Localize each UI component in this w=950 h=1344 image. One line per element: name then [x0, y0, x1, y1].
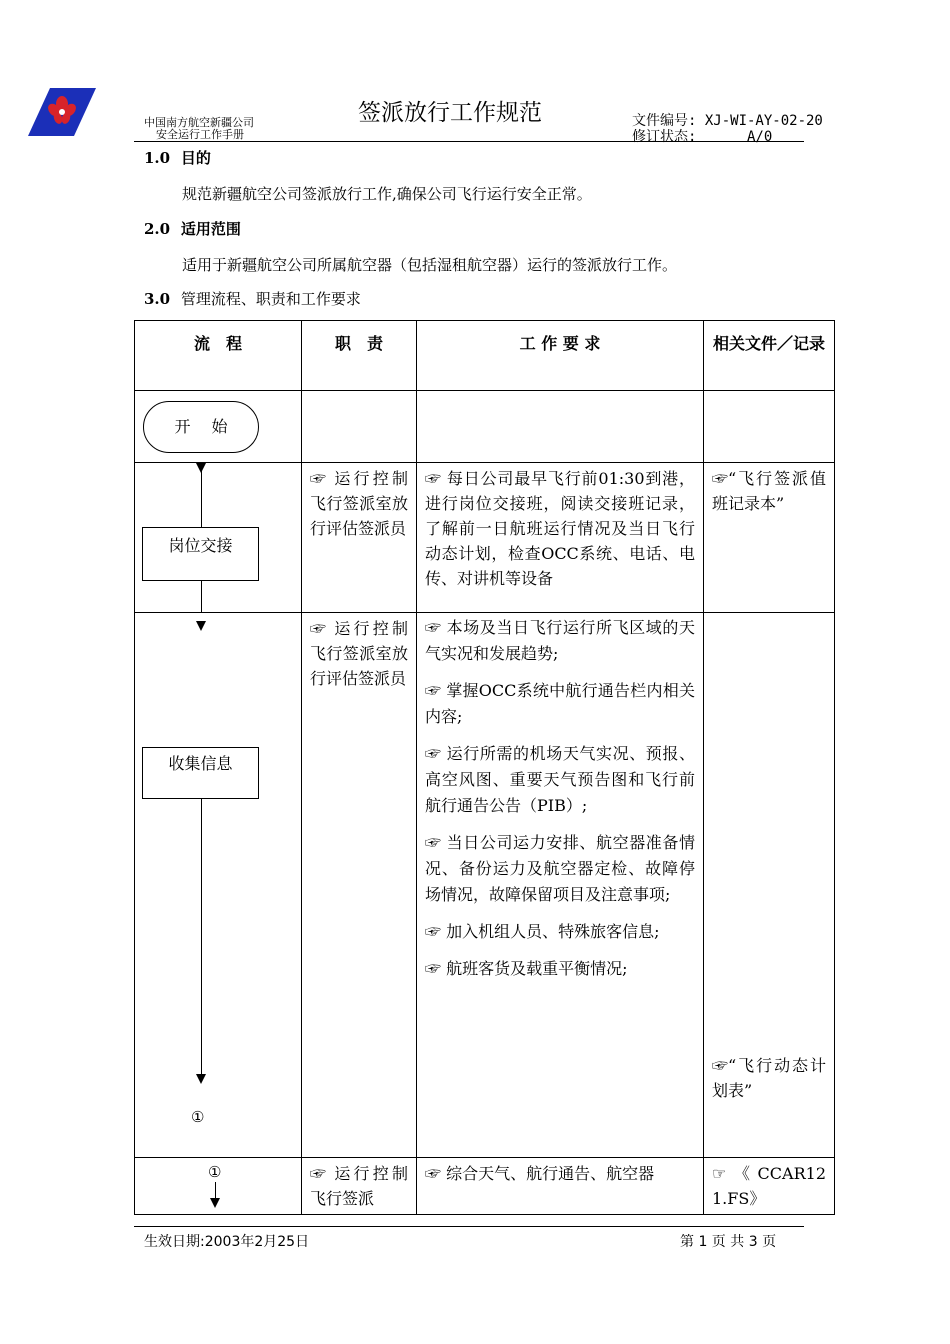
- flow-cell-handover: [135, 463, 302, 613]
- section-3-title: 管理流程、职责和工作要求: [180, 290, 361, 308]
- req-item: ☞ 加入机组人员、特殊旅客信息;: [425, 922, 660, 941]
- section-3-heading: [144, 288, 361, 309]
- revision-status: 修订状态: A/0: [632, 129, 773, 145]
- doc-cell-collect: [704, 613, 835, 1158]
- header-process: 流 程: [135, 321, 302, 391]
- collect-info-box: 收集信息: [142, 747, 259, 799]
- section-3-number: 3.0: [144, 290, 171, 308]
- req-item: ☞ 掌握OCC系统中航行通告栏内相关内容;: [425, 681, 695, 726]
- flow-arrow: [196, 621, 206, 631]
- section-2-text: 适用于新疆航空公司所属航空器（包括湿租航空器）运行的签派放行工作。: [182, 256, 678, 274]
- company-logo: [28, 88, 96, 136]
- header-requirements: 工 作 要 求: [417, 321, 704, 391]
- req-item: ☞ 运行所需的机场天气实况、预报、高空风图、重要天气预告图和飞行前航行通告公告（PIB）;: [425, 744, 695, 815]
- flow-line: [201, 463, 202, 527]
- document-title: 签派放行工作规范: [358, 100, 542, 126]
- company-name: [144, 117, 254, 141]
- duty-cell-handover: ☞ 运行控制飞行签派室放行评估签派员: [302, 463, 417, 613]
- duty-cell-start: [302, 391, 417, 463]
- connector-1: ①: [191, 1108, 205, 1126]
- process-table: [134, 320, 835, 1215]
- section-2-number: 2.0: [144, 220, 171, 238]
- req-item: ☞ 航班客货及载重平衡情况;: [425, 959, 628, 978]
- connector-1-continue: ①: [208, 1163, 222, 1181]
- doc-cell-handover: ☞“飞行签派值班记录本”: [704, 463, 835, 613]
- req-cell-continue: ☞ 综合天气、航行通告、航空器: [417, 1158, 704, 1215]
- section-1-heading: [144, 147, 211, 168]
- footer-rule: [134, 1226, 804, 1227]
- company-line1: 中国南方航空新疆公司: [144, 116, 254, 129]
- doc-cell-continue: ☞《CCAR121.FS》: [704, 1158, 835, 1215]
- flow-cell-continue: [135, 1158, 302, 1215]
- req-cell-start: [417, 391, 704, 463]
- flow-line: [201, 580, 202, 613]
- document-number: 文件编号: XJ-WI-AY-02-20: [632, 113, 823, 129]
- flow-arrow: [210, 1198, 220, 1208]
- handover-box: 岗位交接: [142, 527, 259, 581]
- section-1-title: 目的: [180, 149, 211, 167]
- header-rule: [134, 141, 804, 142]
- dynamic-plan-doc: ☞“飞行动态计划表”: [712, 1056, 826, 1100]
- company-line2: 安全运行工作手册: [156, 128, 244, 141]
- page-number: 第 1 页 共 3 页: [680, 1234, 777, 1250]
- section-2-heading: [144, 218, 241, 239]
- header-duty: 职 责: [302, 321, 417, 391]
- section-1-text: 规范新疆航空公司签派放行工作,确保公司飞行运行安全正常。: [182, 185, 592, 203]
- effective-date: 生效日期:2003年2月25日: [144, 1234, 310, 1250]
- req-item: ☞ 本场及当日飞行运行所飞区域的天气实况和发展趋势;: [425, 618, 695, 663]
- duty-cell-continue: ☞ 运行控制飞行签派: [302, 1158, 417, 1215]
- section-2-title: 适用范围: [180, 220, 241, 238]
- header-documents: 相关文件／记录: [704, 321, 835, 391]
- flow-cell-start: [135, 391, 302, 463]
- section-1-number: 1.0: [144, 149, 171, 167]
- req-item: ☞ 当日公司运力安排、航空器准备情况、备份运力及航空器定检、故障停场情况，故障保留项目及注意事项;: [425, 833, 695, 904]
- flow-arrow: [196, 1074, 206, 1084]
- flow-cell-collect: [135, 613, 302, 1158]
- req-cell-collect: [417, 613, 704, 1158]
- flow-line: [201, 798, 202, 1074]
- duty-cell-collect: ☞ 运行控制飞行签派室放行评估签派员: [302, 613, 417, 1158]
- doc-cell-start: [704, 391, 835, 463]
- start-terminal: 开 始: [143, 401, 259, 453]
- req-cell-handover: ☞ 每日公司最早飞行前01:30到港，进行岗位交接班，阅读交接班记录，了解前一日航班运行情况及当日飞行动态计划，检查OCC系统、电话、电传、对讲机等设备: [417, 463, 704, 613]
